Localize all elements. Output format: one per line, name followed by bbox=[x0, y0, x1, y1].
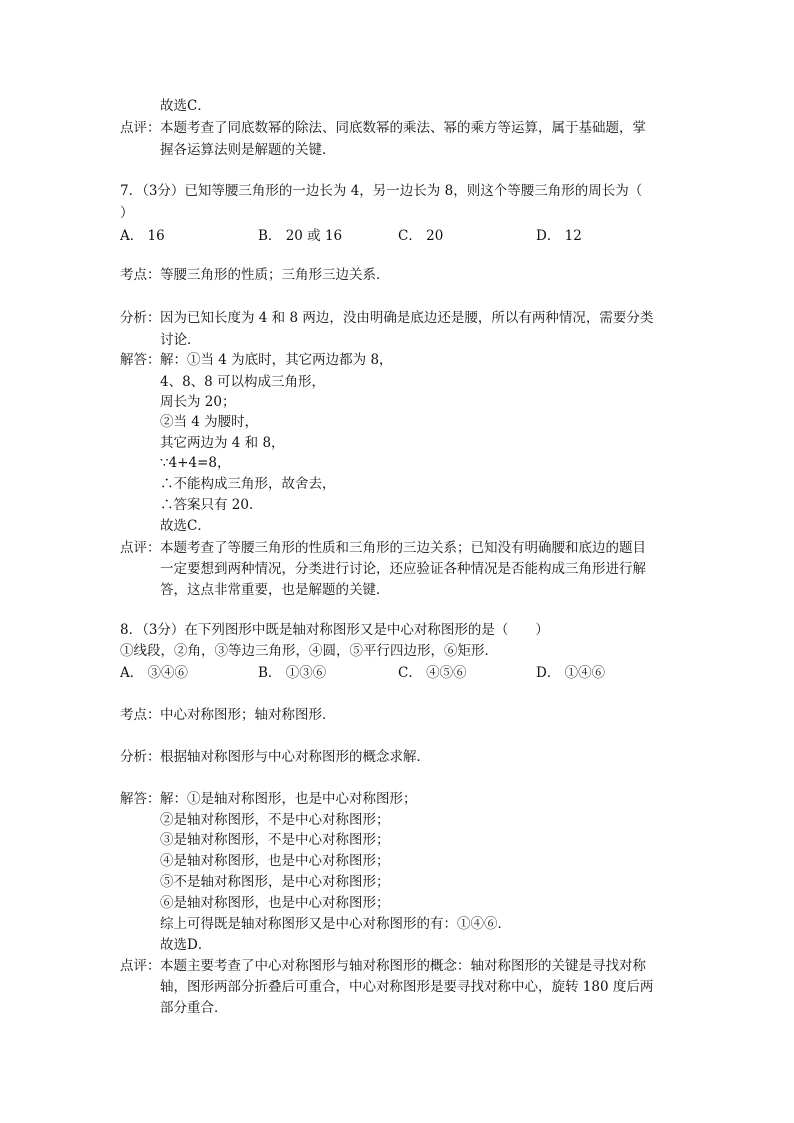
q7-dianping-line: 本题考查了等腰三角形的性质和三角形的三边关系；已知没有明确腰和底边的题目 bbox=[160, 540, 646, 556]
q7-jieda-line: 周长为 20； bbox=[160, 394, 236, 410]
q8-dianping-line: 轴，图形两部分折叠后可重合，中心对称图形是要寻找对称中心，旋转 180 度后两 bbox=[160, 979, 654, 995]
q7-jieda-line: ∵4+4=8， bbox=[160, 455, 231, 471]
q8-jieda-line: 综上可得既是轴对称图形又是中心对称图形的有：①④⑥． bbox=[160, 916, 511, 932]
q7-jieda-line: ∴不能构成三角形，故舍去， bbox=[160, 476, 336, 492]
q8-stem: ①线段，②角，③等边三角形，④圆，⑤平行四边形，⑥矩形． bbox=[120, 643, 498, 659]
q8-option-d: D． ①④⑥ bbox=[536, 665, 606, 681]
q8-option-c: C． ④⑤⑥ bbox=[398, 665, 467, 681]
q8-fenxi: 根据轴对称图形与中心对称图形的概念求解． bbox=[160, 749, 430, 765]
q7-fenxi-line: 因为已知长度为 4 和 8 两边，没由明确是底边还是腰，所以有两种情况，需要分类 bbox=[160, 310, 654, 326]
q7-dianping-line: 一定要想到两种情况，分类进行讨论，还应验证各种情况是否能构成三角形进行解 bbox=[160, 561, 646, 577]
q8-jieda-line: ②是轴对称图形，不是中心对称图形； bbox=[160, 812, 390, 828]
prev-comment-line: 握各运算法则是解题的关键． bbox=[160, 142, 336, 158]
q8-kaodian: 中心对称图形；轴对称图形． bbox=[160, 707, 336, 723]
q8-jieda-line: ③是轴对称图形，不是中心对称图形； bbox=[160, 832, 390, 848]
q8-option-a: A． ③④⑥ bbox=[120, 665, 189, 681]
q8-jieda-line: ④是轴对称图形，也是中心对称图形； bbox=[160, 853, 390, 869]
q7-stem: ） bbox=[120, 205, 134, 221]
prev-comment-line: 本题考查了同底数幂的除法、同底数幂的乘法、幂的乘方等运算，属于基础题，掌 bbox=[160, 120, 646, 136]
q7-fenxi-label: 分析： bbox=[120, 310, 161, 326]
prev-conclusion: 故选C． bbox=[160, 98, 211, 114]
q7-option-b: B． 20 或 16 bbox=[258, 228, 343, 244]
q7-jieda-line: ②当 4 为腰时， bbox=[160, 414, 259, 430]
q8-jieda-line: ⑤不是轴对称图形，是中心对称图形； bbox=[160, 874, 390, 890]
q8-jieda-line: 解：①是轴对称图形，也是中心对称图形； bbox=[160, 791, 417, 807]
q7-kaodian-label: 考点： bbox=[120, 267, 161, 283]
prev-comment-label: 点评： bbox=[120, 120, 161, 136]
q7-dianping-label: 点评： bbox=[120, 540, 161, 556]
q8-fenxi-label: 分析： bbox=[120, 749, 161, 765]
q7-jieda-line: ∴答案只有 20． bbox=[160, 497, 263, 513]
q7-jieda-line: 故选C． bbox=[160, 518, 211, 534]
q7-option-d: D． 12 bbox=[536, 228, 582, 244]
q8-option-b: B． ①③⑥ bbox=[258, 665, 327, 681]
q8-dianping-line: 部分重合． bbox=[160, 1000, 228, 1016]
q8-kaodian-label: 考点： bbox=[120, 707, 161, 723]
q8-jieda-label: 解答： bbox=[120, 791, 161, 807]
q7-stem: 7．（3分）已知等腰三角形的一边长为 4，另一边长为 8，则这个等腰三角形的周长为（ bbox=[120, 183, 643, 199]
q8-stem: 8．（3分）在下列图形中既是轴对称图形又是中心对称图形的是（ ） bbox=[120, 622, 549, 638]
q7-fenxi-line: 讨论． bbox=[160, 332, 201, 348]
q7-option-a: A． 16 bbox=[120, 228, 165, 244]
q7-option-c: C． 20 bbox=[398, 228, 444, 244]
q7-jieda-label: 解答： bbox=[120, 352, 161, 368]
q7-kaodian: 等腰三角形的性质；三角形三边关系． bbox=[160, 267, 390, 283]
q7-dianping-line: 答，这点非常重要，也是解题的关键． bbox=[160, 582, 390, 598]
q7-jieda-line: 4、8、8 可以构成三角形， bbox=[160, 374, 326, 390]
q8-dianping-label: 点评： bbox=[120, 958, 161, 974]
q8-jieda-line: ⑥是轴对称图形，也是中心对称图形； bbox=[160, 895, 390, 911]
q8-jieda-line: 故选D． bbox=[160, 937, 212, 953]
q8-dianping-line: 本题主要考查了中心对称图形与轴对称图形的概念：轴对称图形的关键是寻找对称 bbox=[160, 958, 646, 974]
q7-jieda-line: 解：①当 4 为底时，其它两边都为 8， bbox=[160, 352, 393, 368]
q7-jieda-line: 其它两边为 4 和 8， bbox=[160, 435, 285, 451]
